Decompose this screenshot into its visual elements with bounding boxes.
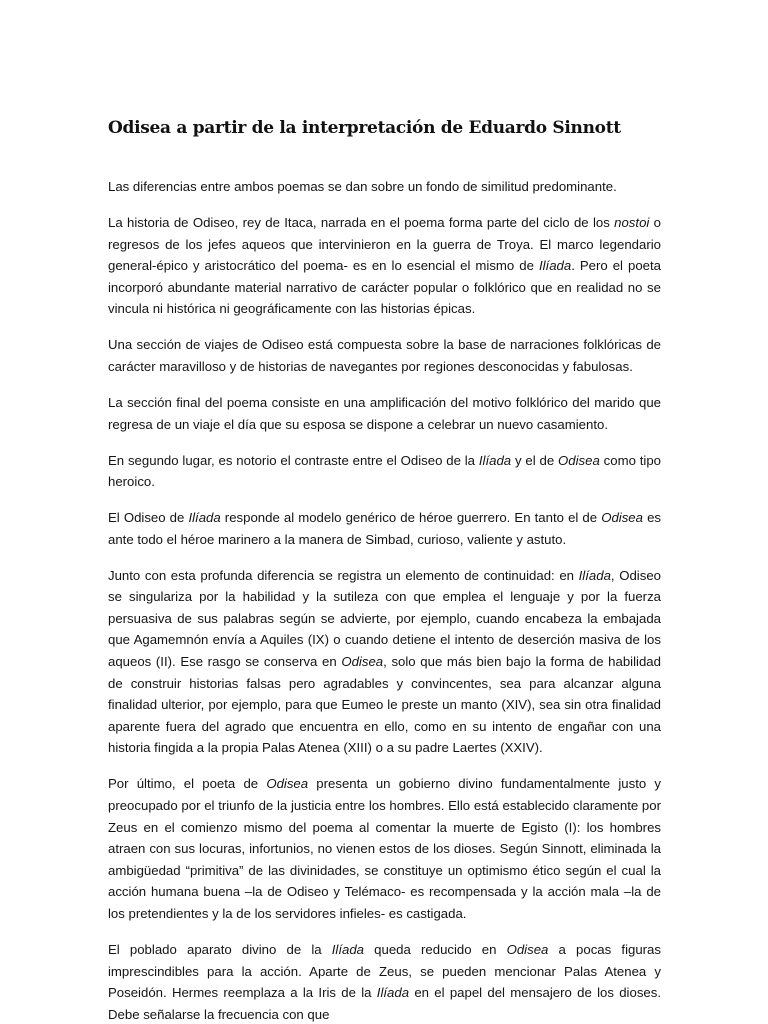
body-paragraph xyxy=(108,507,661,550)
text-segment: , solo que más bien bajo la forma de habilidad de construir historias falsas pero agradables y convincentes, sea para alcanzar alguna finalidad ulterior, por ejemplo, para que Eumeo le preste un manto (XIV), sea sin otra finalidad aparente fuera del agrado que encuentra en ello, como en su intento de engañar con una historia fingida a la propia Palas Atenea (XIII) o a su padre Laertes (XXIV). xyxy=(108,654,661,756)
italic-text-segment: Odisea xyxy=(506,941,549,957)
italic-text-segment: Ilíada xyxy=(331,941,365,957)
document-title: Odisea a partir de la interpretación de Eduardo Sinnott xyxy=(108,118,621,138)
text-segment: como tipo heroico. xyxy=(108,452,661,490)
text-segment: En segundo lugar, es notorio el contraste entre el Odiseo de la xyxy=(108,452,479,468)
italic-text-segment: Ilíada xyxy=(188,510,221,526)
italic-text-segment: Odisea xyxy=(341,654,384,670)
text-segment: en el papel del mensajero de los dioses. Debe señalarse la frecuencia con que xyxy=(108,985,661,1022)
text-segment: presenta un gobierno divino fundamentalmente justo y preocupado por el triunfo de la justicia entre los hombres. Ello está establecido claramente por Zeus en el comienzo mismo del poema al comentar la muerte de Egisto (I): los hombres atraen con sus locuras, infortunios, no vienen estos de los dioses. Según Sinnott, eliminada la ambigüedad “primitiva” de las divinidades, se constituye un optimismo ético según el cual la acción humana buena –la de Odiseo y Telémaco- es recompensada y la acción mala –la de los pretendientes y la de los servidores infieles- es castigada. xyxy=(108,776,661,921)
text-segment: El poblado aparato divino de la xyxy=(108,941,332,957)
italic-text-segment: Odisea xyxy=(601,510,643,526)
document-body xyxy=(108,118,661,1024)
italic-text-segment: Odisea xyxy=(266,776,309,792)
text-segment: La sección final del poema consiste en una amplificación del motivo folklórico del marido que regresa de un viaje el día que su esposa se dispone a celebrar un nuevo casamiento. xyxy=(108,394,661,432)
text-segment: Por último, el poeta de xyxy=(108,776,267,792)
body-paragraph xyxy=(108,773,661,924)
italic-text-segment: Ilíada xyxy=(478,452,512,468)
body-paragraph xyxy=(108,176,661,198)
text-segment: a pocas figuras imprescindibles para la acción. Aparte de Zeus, se pueden mencionar Palas Atenea y Poseidón. Hermes reemplaza a la Iris de la xyxy=(108,941,661,1001)
italic-text-segment: nostoi xyxy=(614,214,650,230)
text-segment: es ante todo el héroe marinero a la manera de Simbad, curioso, valiente y astuto. xyxy=(108,510,662,547)
text-segment: responde al modelo genérico de héroe guerrero. En tanto el de xyxy=(220,510,602,526)
text-segment: Una sección de viajes de Odiseo está compuesta sobre la base de narraciones folklóricas de carácter maravilloso y de historias de navegantes por regiones desconocidas y fabulosas. xyxy=(108,337,661,374)
body-paragraph xyxy=(108,565,661,759)
italic-text-segment: Ilíada xyxy=(376,985,410,1001)
italic-text-segment: Ilíada xyxy=(578,567,611,583)
text-segment: La historia de Odiseo, rey de Itaca, narrada en el poema forma parte del ciclo de los xyxy=(108,214,615,230)
text-segment: Junto con esta profunda diferencia se registra un elemento de continuidad: en xyxy=(108,567,579,583)
text-segment: El Odiseo de xyxy=(108,510,189,526)
text-segment: o regresos de los jefes aqueos que intervinieron en la guerra de Troya. El marco legendario general-épico y aristocrático del poema- es en lo esencial el mismo de xyxy=(108,214,662,274)
italic-text-segment: Odisea xyxy=(558,452,600,468)
body-paragraph xyxy=(108,450,661,493)
text-segment: Las diferencias entre ambos poemas se dan sobre un fondo de similitud predominante. xyxy=(108,179,617,194)
paragraph-list xyxy=(108,176,661,1024)
text-segment: , Odiseo se singulariza por la habilidad y la sutileza con que emplea el lenguaje y por la fuerza persuasiva de sus palabras según se advierte, por ejemplo, cuando encabeza la embajada que Agamemnón envía a Aquiles (IX) o cuando detiene el intento de deserción masiva de los aqueos (II). Ese rasgo se conserva en xyxy=(108,567,661,670)
text-segment: . Pero el poeta incorporó abundante material narrativo de carácter popular o folklórico que en realidad no se vincula ni histórica ni geográficamente con las historias épicas. xyxy=(108,258,661,317)
body-paragraph xyxy=(108,212,661,320)
text-segment: queda reducido en xyxy=(364,941,507,957)
italic-text-segment: Ilíada xyxy=(538,258,572,274)
body-paragraph xyxy=(108,392,661,435)
body-paragraph xyxy=(108,334,661,377)
body-paragraph xyxy=(108,939,661,1024)
text-segment: y el de xyxy=(511,452,559,468)
